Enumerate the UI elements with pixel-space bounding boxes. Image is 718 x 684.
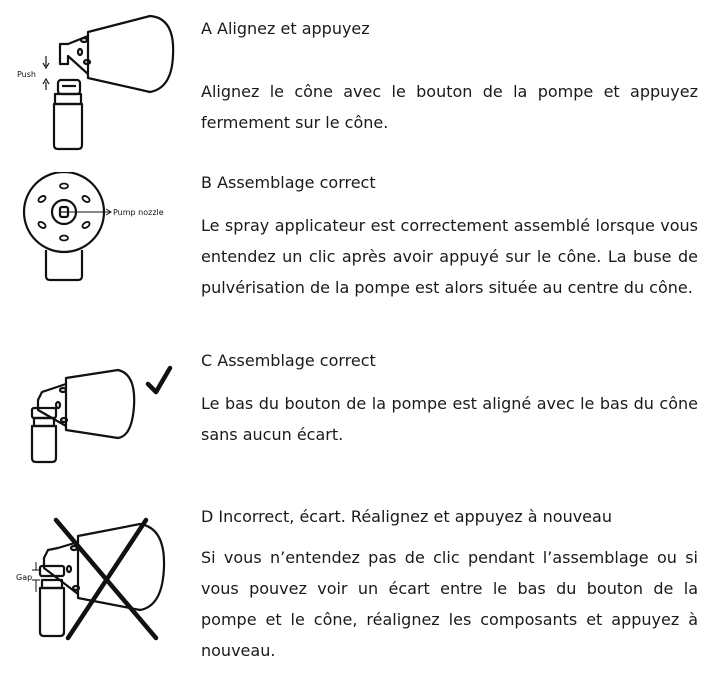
step-d-heading: D Incorrect, écart. Réalignez et appuyez à nouveau [201, 507, 612, 526]
bottle-body [32, 426, 56, 462]
cone-hole [73, 586, 79, 590]
push-label: Push [17, 70, 36, 79]
figure-pump-nozzle [0, 172, 190, 302]
checkmark-icon [148, 368, 170, 392]
bottle-collar [34, 418, 54, 426]
pump-nozzle-label: Pump nozzle [113, 208, 164, 217]
step-c-body: Le bas du bouton de la pompe est aligné avec le bas du cône sans aucun écart. [201, 394, 698, 444]
gap-marker [32, 562, 40, 592]
figure-align-push [0, 0, 190, 160]
bottle-collar [55, 94, 81, 104]
step-b-heading: B Assemblage correct [201, 173, 376, 192]
cone-hole [60, 388, 66, 392]
cone-hole [78, 49, 82, 55]
step-c-heading: C Assemblage correct [201, 351, 376, 370]
bottle-collar [42, 580, 62, 588]
step-a-body: Alignez le cône avec le bouton de la pompe et appuyez fermement sur le cône. [201, 82, 698, 132]
figure-correct-assembly [0, 350, 190, 480]
step-b-body: Le spray applicateur est correctement assemblé lorsque vous entendez un clic après avoir appuyé sur le cône. La buse de pulvérisation de la pompe est alors située au centre du cône. [201, 216, 698, 297]
bottle-body [54, 104, 82, 149]
cone-hole [81, 38, 87, 42]
bottle-body [40, 588, 64, 636]
push-arrows [43, 56, 49, 90]
gap-label: Gap [16, 573, 33, 582]
cone-shape [66, 370, 134, 438]
bottle-body [46, 250, 82, 280]
cone-hole [67, 566, 71, 572]
cone-hole [56, 402, 60, 408]
step-a-heading: A Alignez et appuyez [201, 19, 370, 38]
cone-shape [88, 16, 173, 92]
cross-icon [56, 520, 156, 638]
cone-hole [61, 418, 67, 422]
step-d-body: Si vous n’entendez pas de clic pendant l’assemblage ou si vous pouvez voir un écart entre le bas du bouton de la pompe et le cône, réalignez les composants et appuyez à nouveau. [201, 548, 698, 660]
figure-incorrect-gap [0, 514, 190, 664]
